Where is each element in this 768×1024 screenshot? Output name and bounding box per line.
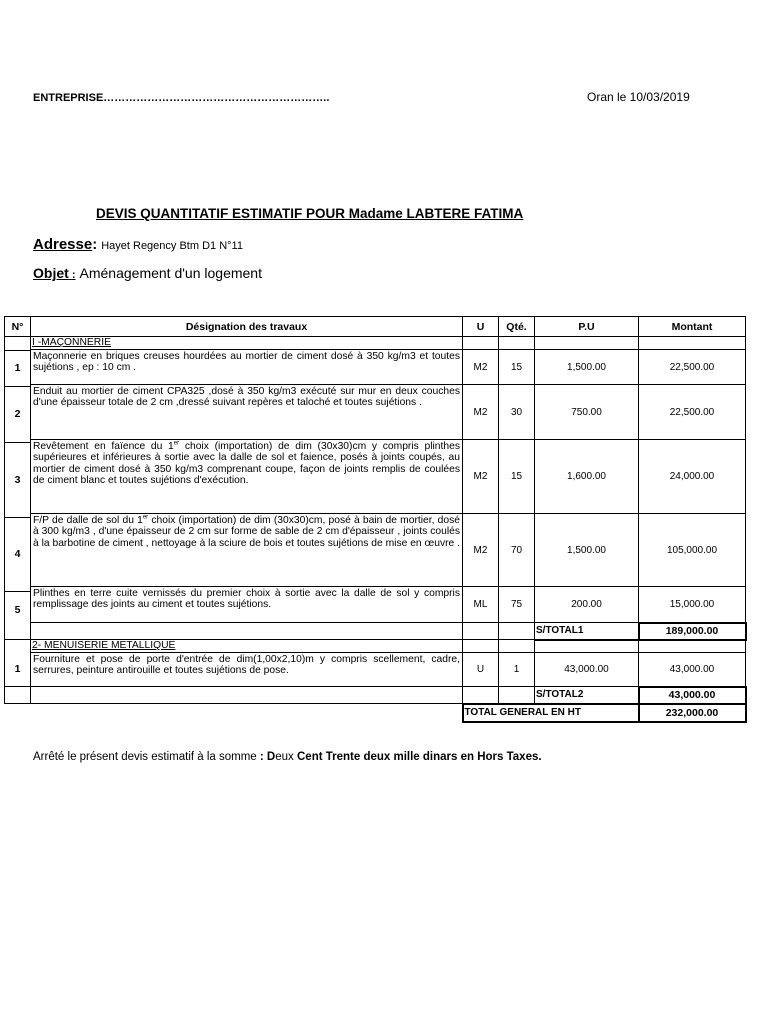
header-designation: Désignation des travaux [31,317,463,337]
row-unit: M2 [463,514,499,587]
empty-cell [535,337,639,350]
row-description: Enduit au mortier de ciment CPA325 ,dosé à 350 kg/m3 exécuté sur mur en deux couches d'une épaisseur totale de 2 cm ,dressé suivant repères et taloché et toutes sujétions . [31,385,463,440]
total-row [5,704,746,722]
empty-cell [499,623,535,640]
row-qty: 15 [499,350,535,385]
row-number: 2 [5,386,30,442]
row-unit: M2 [463,440,499,514]
subtotal1-value: 189,000.00 [639,623,746,640]
empty-cell [5,687,31,704]
document-date: Oran le 10/03/2019 [587,90,690,104]
document-title: DEVIS QUANTITATIF ESTIMATIF POUR Madame LABTERE FATIMA [96,206,524,221]
header-amount: Montant [639,317,746,337]
empty-cell [499,687,535,704]
row-amount: 105,000.00 [639,514,746,587]
empty-cell [463,640,499,653]
row-number: 1 [5,653,31,687]
address-value: Hayet Regency Btm D1 N°11 [101,240,243,252]
row-amount: 24,000.00 [639,440,746,514]
row-amount: 22,500.00 [639,385,746,440]
empty-cell [639,337,746,350]
entreprise-label: ENTREPRISE…………………………………………………….. [33,92,330,104]
row-amount: 15,000.00 [639,587,746,623]
object-line [33,265,262,283]
empty-cell [5,704,31,722]
empty-cell [463,687,499,704]
row-qty: 1 [499,653,535,687]
row-number: 5 [5,591,30,628]
row-unit-price: 750.00 [535,385,639,440]
subtotal-row [5,623,746,640]
row-unit: U [463,653,499,687]
empty-cell [499,337,535,350]
row-amount: 43,000.00 [639,653,746,687]
amount-in-words [33,751,542,763]
row-number: 1 [5,350,30,386]
row-unit: M2 [463,385,499,440]
total-label: TOTAL GENERAL EN HT [463,704,639,722]
table-row [5,440,746,514]
header-qty: Qté. [499,317,535,337]
row-amount: 22,500.00 [639,350,746,385]
address-colon: : [92,236,98,253]
empty-cell [463,337,499,350]
empty-cell [31,687,463,704]
table-row [5,514,746,587]
amount-prefix: Arrêté le présent devis estimatif à la somme [33,751,260,763]
header-unit: U [463,317,499,337]
row-unit-price: 1,500.00 [535,514,639,587]
row-description: Plinthes en terre cuite vernissés du premier choix à sortie avec la dalle de sol y compris remplissage des joints au ciment et toutes sujétions. [31,587,463,623]
row-unit-price: 200.00 [535,587,639,623]
row-description: Maçonnerie en briques creuses hourdées au mortier de ciment dosé à 350 kg/m3 et toutes sujétions , ep : 10 cm . [31,350,463,385]
empty-cell [499,640,535,653]
row-number: 4 [5,517,30,591]
section-title-maconnerie: I -MAÇONNERIE [31,337,463,350]
empty-cell [639,640,746,653]
table-header-row [5,317,746,337]
address-label: Adresse [33,236,93,253]
row-unit-price: 1,600.00 [535,440,639,514]
table-row [5,587,746,623]
row-unit: ML [463,587,499,623]
amount-rest: Cent Trente deux mille dinars en Hors Taxes. [297,751,542,763]
subtotal-row [5,687,746,704]
row-qty: 30 [499,385,535,440]
table-row [5,385,746,440]
row-description: Revêtement en faïence du 1er choix (importation) de dim (30x30)cm y compris plinthes supérieures et inférieures à sortie avec la dalle de sol et faience, posés à joints coupés, au mortier de ciment dosé à 350 kg/m3 comprenant coupe, façon de joints remplis de coulées de ciment blanc et toutes sujétions d'exécution. [31,440,463,514]
amount-colon: : D [259,751,276,763]
table-row [5,350,746,385]
header-n: N° [5,317,31,337]
section-row [5,640,746,653]
object-colon: : [71,269,76,281]
n-column-group [5,337,31,640]
address-line [33,236,243,254]
total-value: 232,000.00 [639,704,746,722]
subtotal1-label: S/TOTAL1 [535,623,639,640]
section-title-menuiserie: 2- MENUISERIE METALLIQUE [31,640,463,653]
row-description: Fourniture et pose de porte d'entrée de dim(1,00x2,10)m y compris scellement, cadre, serrures, peinture antirouille et toutes sujétions de pose. [31,653,463,687]
table-row [5,653,746,687]
empty-cell [31,704,463,722]
row-description: F/P de dalle de sol du 1er choix (importation) de dim (30x30)cm, posé à bain de mortier, dosé à 300 kg/m3 , d'une épaisseur de 2 cm sur forme de sable de 2 cm d'épaisseur , joints coulés à la barbotine de ciment , nettoyage à la sciure de bois et toutes sujétions de mise en œuvre . [31,514,463,587]
subtotal2-value: 43,000.00 [639,687,746,704]
row-qty: 75 [499,587,535,623]
row-number: 3 [5,442,30,517]
object-value: Aménagement d'un logement [79,265,262,281]
subtotal2-label: S/TOTAL2 [535,687,639,704]
empty-cell [535,640,639,653]
empty-cell [31,623,463,640]
object-label: Objet [33,265,69,281]
row-unit-price: 1,500.00 [535,350,639,385]
amount-eux: eux [275,751,297,763]
row-qty: 70 [499,514,535,587]
quote-table [4,316,747,723]
empty-cell [5,640,31,653]
row-unit-price: 43,000.00 [535,653,639,687]
section-row [5,337,746,350]
header-unit-price: P.U [535,317,639,337]
row-unit: M2 [463,350,499,385]
empty-cell [463,623,499,640]
row-qty: 15 [499,440,535,514]
